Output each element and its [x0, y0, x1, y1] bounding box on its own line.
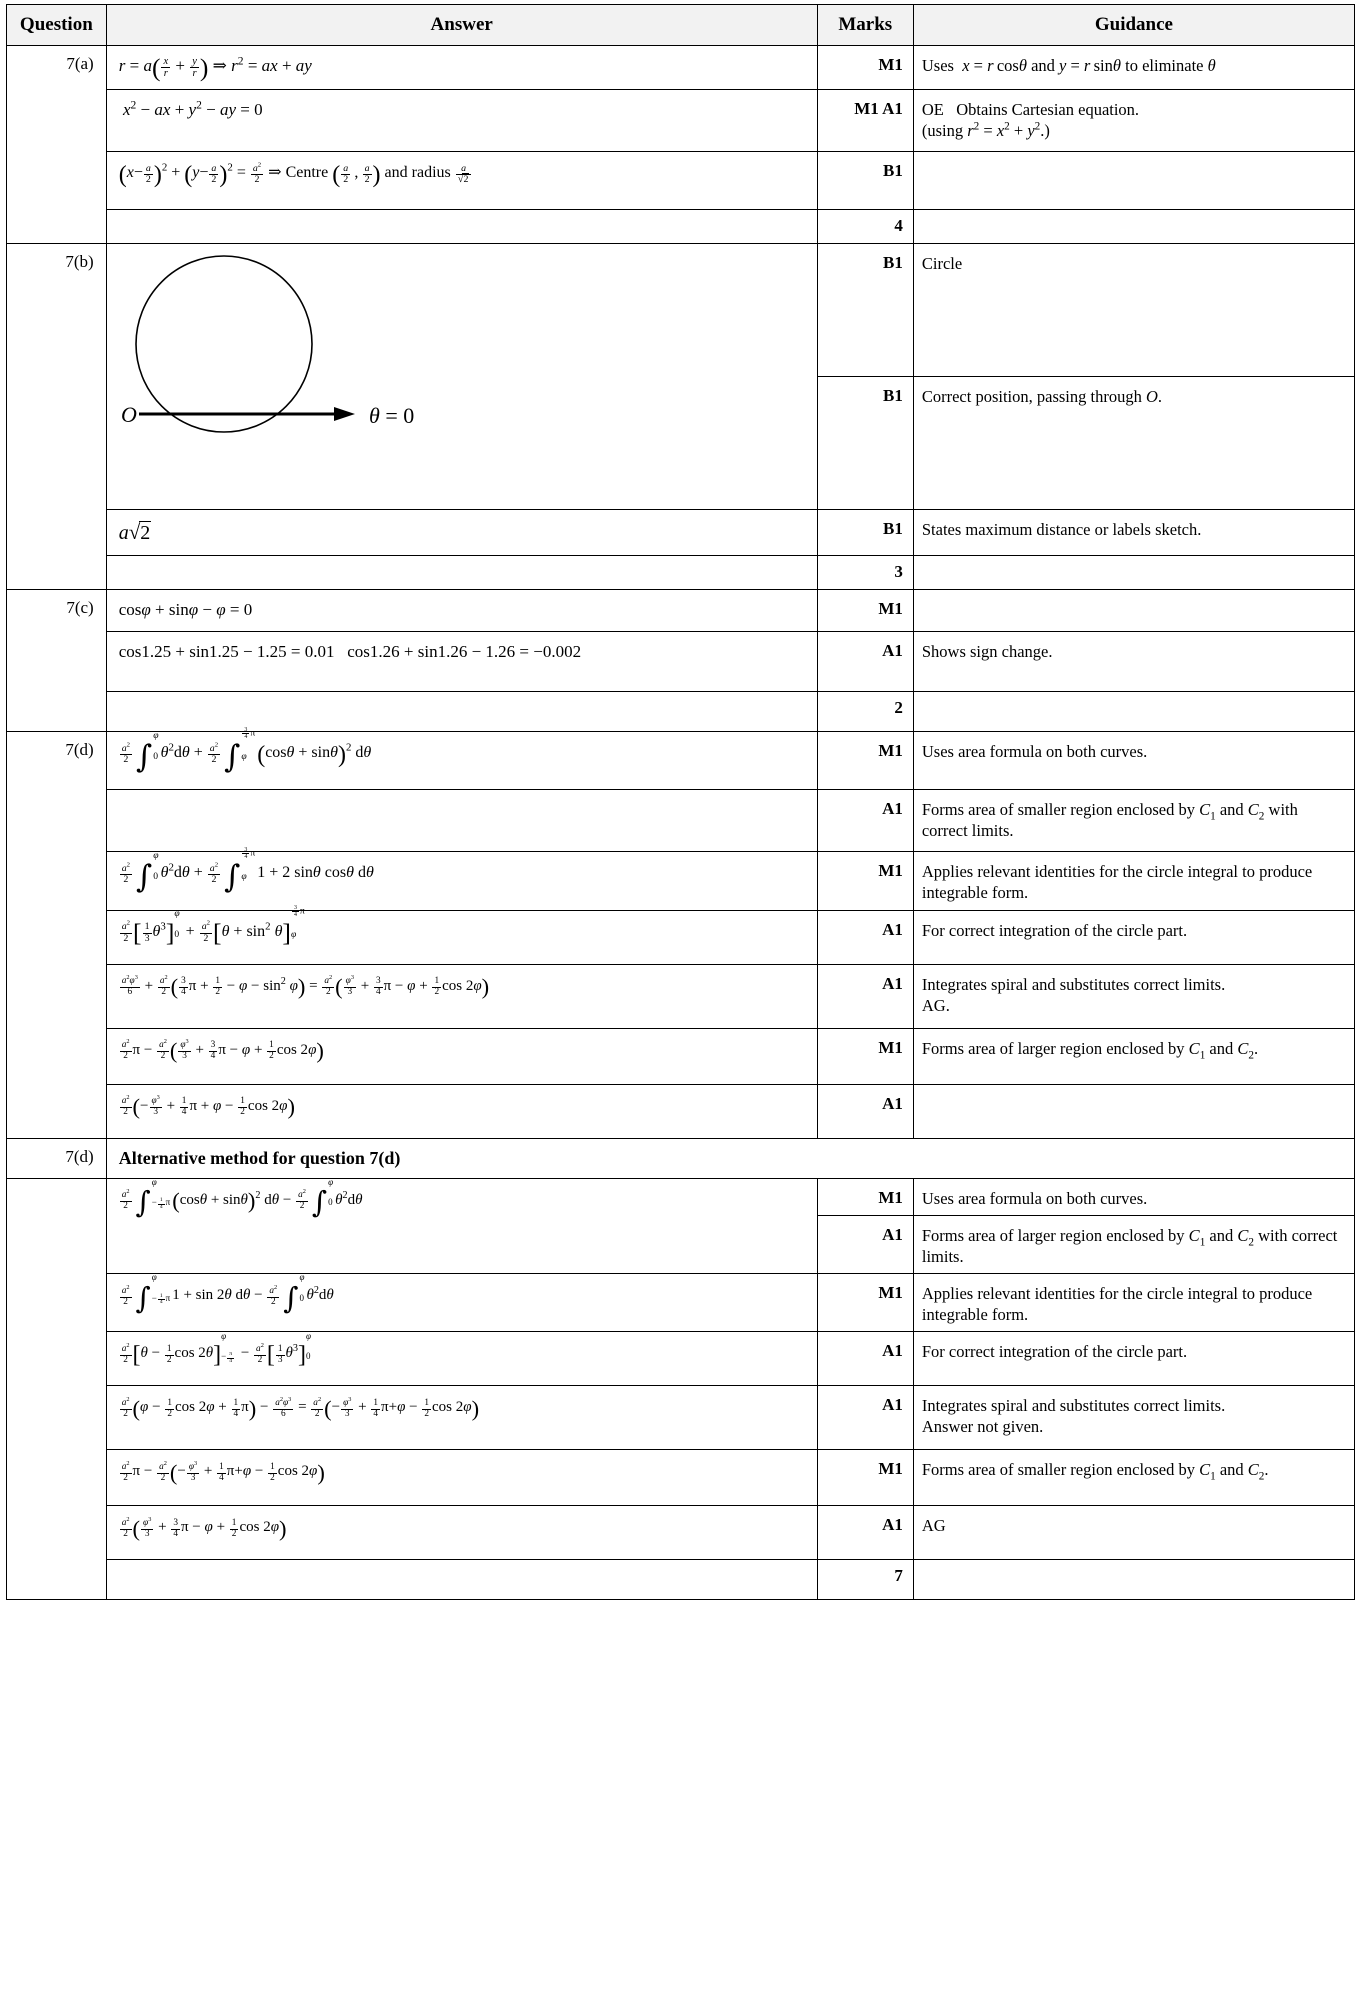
marks-cell: A1: [817, 1386, 913, 1450]
guidance-cell: [913, 210, 1354, 244]
guidance-cell: Integrates spiral and substitutes correct limits. Answer not given.: [913, 1386, 1354, 1450]
math-expression: $\frac{a^2}{2}$ ∫ φ − $\frac{1}{4}$ π $(\cos\theta + \sin\theta)^2$ dθ − $\frac{a^2}{2}$ ∫ φ 0 $\theta^2d\theta$: [121, 1177, 363, 1220]
answer-cell-d6: [106, 1028, 817, 1084]
guidance-cell: Uses area formula on both curves.: [913, 732, 1354, 790]
guidance-cell: Integrates spiral and substitutes correct limits. AG.: [913, 964, 1354, 1028]
table-row: [7, 1560, 1355, 1600]
question-label-blank: [7, 556, 107, 590]
math-expression: $\frac{a^2}{2}$ π − $\frac{a^2}{2}$ ( $\frac{\varphi^3}{3}$ + $\frac{3}{4}$ π − φ + $\frac{1}{2}$ cos 2φ): [121, 1038, 324, 1064]
guidance-cell: [913, 590, 1354, 632]
table-row: [7, 210, 1355, 244]
table-header: [7, 5, 1355, 46]
answer-cell-e7: [106, 1506, 817, 1560]
question-label-7d-alt: 7(d): [7, 1138, 107, 1178]
math-expression: $\frac{a^2}{2}$ ( $\frac{\varphi^3}{3}$ + $\frac{3}{4}$ π − φ + $\frac{1}{2}$ cos 2φ): [121, 1515, 287, 1541]
marks-cell: B1: [817, 377, 913, 510]
table-row: [7, 1450, 1355, 1506]
marks-total-7a: 4: [817, 210, 913, 244]
answer-cell-diagram: [106, 244, 817, 510]
mark-scheme-table: [6, 4, 1355, 1600]
marks-cell: A1: [817, 790, 913, 852]
guidance-cell: Uses area formula on both curves.: [913, 1178, 1354, 1215]
polar-circle-diagram: [119, 254, 699, 499]
table-row: [7, 910, 1355, 964]
marks-cell: M1: [817, 1028, 913, 1084]
table-row: [7, 590, 1355, 632]
answer-cell-d5: [106, 964, 817, 1028]
answer-cell-d1: [106, 726, 817, 790]
answer-cell-a3: [106, 152, 817, 210]
math-expression: $x^2$ − ax + $y^2$ − ay = 0: [122, 98, 263, 120]
question-label-7a: 7(a): [7, 46, 107, 244]
marks-cell: B1: [817, 510, 913, 556]
marks-cell: A1: [817, 1506, 913, 1560]
column-header-question: Question: [7, 5, 107, 46]
guidance-cell: [913, 692, 1354, 732]
guidance-cell: Circle: [913, 244, 1354, 377]
math-expression: $\frac{a^2}{2}$ [θ − $\frac{1}{2}$ cos 2θ] φ − $\frac{\pi}{4}$ − $\frac{a^2}{2}$ [ $\frac{1}{3}$ $\theta^3$] φ 0: [121, 1330, 311, 1369]
guidance-cell: Uses x = r cosθ and y = r sinθ to eliminate θ: [913, 46, 1354, 90]
table-row: [7, 1084, 1355, 1138]
marks-total-7c: 2: [817, 692, 913, 732]
marks-cell: M1: [817, 732, 913, 790]
answer-cell-empty: [106, 692, 817, 732]
table-row: [7, 692, 1355, 732]
marks-cell: M1: [817, 46, 913, 90]
guidance-cell: Shows sign change.: [913, 632, 1354, 692]
table-row: [7, 556, 1355, 590]
answer-cell-empty: [106, 1560, 817, 1600]
marks-cell: A1: [817, 1332, 913, 1386]
question-label-7c: 7(c): [7, 590, 107, 732]
marks-cell: B1: [817, 244, 913, 377]
table-row: [7, 732, 1355, 790]
column-header-marks: Marks: [817, 5, 913, 46]
question-label-7d: 7(d): [7, 732, 107, 1138]
alt-method-heading: Alternative method for question 7(d): [106, 1138, 1354, 1178]
math-expression: cosφ + sinφ − φ = 0: [118, 600, 253, 620]
table-row: [7, 1273, 1355, 1331]
guidance-cell: States maximum distance or labels sketch.: [913, 510, 1354, 556]
guidance-cell: AG: [913, 1506, 1354, 1560]
marks-cell: A1: [817, 910, 913, 964]
math-expression: $\frac{a^2}{2}$ π − $\frac{a^2}{2}$ (− $\frac{\varphi^3}{3}$ + $\frac{1}{4}$ π+φ − $\frac{1}{2}$ cos 2φ): [121, 1459, 325, 1485]
table-row: [7, 90, 1355, 152]
math-expression: cos1.25 + sin1.25 − 1.25 = 0.01 cos1.26 + sin1.26 − 1.26 = −0.002: [118, 642, 582, 662]
math-expression: $\frac{a^2\varphi^3}{6}$ + $\frac{a^2}{2}$ ( $\frac{3}{4}$ π + $\frac{1}{2}$ − $\varphi - \sin^2 \varphi$) = $\frac{a^2}{2}$ ( $\frac{\varphi^3}{3}$ + $\frac{3}{4}$ π − φ + $\frac{1}{2}$ cos 2φ): [121, 974, 490, 1000]
table-row: [7, 510, 1355, 556]
table-row-alt-header: [7, 1138, 1355, 1178]
table-row: [7, 1386, 1355, 1450]
table-row: [7, 964, 1355, 1028]
math-expression: $\frac{a^2}{2}$ [ $\frac{1}{3}$ $\theta^3$] φ 0 + $\frac{a^2}{2}$ $[\theta + \sin^2 \theta]$ $\frac{3}{4}$ π φ: [121, 904, 305, 948]
math-expression: $\frac{a^2}{2}$ ∫ φ 0 $\theta^2d\theta$ + $\frac{a^2}{2}$ ∫ $\frac{3}{4}$ π φ $(\cos\theta + \sin\theta)^2$ dθ: [121, 726, 372, 775]
marks-total-7d-alt: 7: [817, 1560, 913, 1600]
marks-cell: A1: [817, 632, 913, 692]
guidance-cell: OE Obtains Cartesian equation. (using $r^2 = x^2 + y^2$.): [913, 90, 1354, 152]
answer-cell-d3: [106, 846, 817, 910]
answer-cell-a2: [106, 90, 817, 152]
math-expression: $\frac{a^2}{2}$ ∫ φ − $\frac{1}{4}$ π 1 + sin 2θ dθ − $\frac{a^2}{2}$ ∫ φ 0 $\theta^2d\theta$: [121, 1272, 334, 1315]
answer-cell-empty: [106, 210, 817, 244]
marks-cell: M1: [817, 1273, 913, 1331]
marks-total-7b: 3: [817, 556, 913, 590]
marks-cell: M1 A1: [817, 90, 913, 152]
marks-cell: A1: [817, 1215, 913, 1273]
answer-cell-a1: [106, 46, 817, 90]
guidance-cell: For correct integration of the circle part.: [913, 1332, 1354, 1386]
table-row: [7, 152, 1355, 210]
math-expression: a√2: [118, 520, 151, 545]
answer-cell-c1: [106, 590, 817, 632]
marks-cell: M1: [817, 590, 913, 632]
math-expression: (x− $\frac{a}{2}$ )$^2$ + (y− $\frac{a}{2}$ )$^2$ = $\frac{a^2}{2}$ ⇒ Centre ( $\frac{a}{2}$ , $\frac{a}{2}$ ) and radius $\frac{a}{√2}$: [119, 164, 473, 181]
diagram-svg: [119, 254, 699, 499]
guidance-cell: [913, 556, 1354, 590]
answer-cell-empty: [106, 790, 817, 852]
answer-cell-e5: [106, 1386, 817, 1450]
table-row: [7, 1028, 1355, 1084]
table-row: [7, 790, 1355, 852]
header-row: [7, 5, 1355, 46]
table-row: [7, 46, 1355, 90]
answer-cell-d4: [106, 904, 817, 964]
table-body: [7, 46, 1355, 1600]
math-expression: $\frac{a^2}{2}$ (− $\frac{\varphi^3}{3}$ + $\frac{1}{4}$ π + φ − $\frac{1}{2}$ cos 2φ): [121, 1094, 295, 1120]
answer-cell-c2: [106, 632, 817, 692]
marks-cell: M1: [817, 1178, 913, 1215]
guidance-cell: [913, 1084, 1354, 1138]
column-header-answer: Answer: [106, 5, 817, 46]
answer-cell-b3: [106, 510, 817, 556]
marks-cell: M1: [817, 1450, 913, 1506]
guidance-cell: Applies relevant identities for the circle integral to produce integrable form.: [913, 852, 1354, 910]
answer-cell-e1: [106, 1178, 817, 1273]
math-expression: $\frac{a^2}{2}$ ∫ φ 0 $\theta^2d\theta$ + $\frac{a^2}{2}$ ∫ $\frac{3}{4}$ π φ 1 + 2 sinθ cosθ dθ: [121, 846, 374, 895]
marks-cell: A1: [817, 964, 913, 1028]
guidance-cell: [913, 152, 1354, 210]
answer-cell-e6: [106, 1450, 817, 1506]
answer-cell-e3: [106, 1273, 817, 1331]
guidance-cell: Forms area of larger region enclosed by $C_1$ and $C_2$ with correct limits.: [913, 1215, 1354, 1273]
axis-arrowhead: [334, 407, 355, 421]
answer-cell-e4: [106, 1332, 817, 1386]
theta-axis-label: θ = 0: [368, 403, 414, 429]
table-row: [7, 852, 1355, 910]
guidance-cell: Forms area of smaller region enclosed by $C_1$ and $C_2$.: [913, 1450, 1354, 1506]
guidance-cell: [913, 1560, 1354, 1600]
guidance-cell: Applies relevant identities for the circle integral to produce integrable form.: [913, 1273, 1354, 1331]
answer-cell-empty: [106, 556, 817, 590]
marks-cell: A1: [817, 1084, 913, 1138]
math-expression: r = a( $\frac{x}{r}$ + $\frac{y}{r}$ ) ⇒ $r^2$ = ax + ay: [118, 53, 312, 83]
question-label-7b: 7(b): [7, 244, 107, 556]
guidance-cell: For correct integration of the circle part.: [913, 910, 1354, 964]
table-row: [7, 1178, 1355, 1215]
column-header-guidance: Guidance: [913, 5, 1354, 46]
table-row: [7, 1506, 1355, 1560]
table-row: [7, 632, 1355, 692]
table-row: [7, 244, 1355, 377]
origin-label: O: [120, 402, 137, 428]
math-expression: $\frac{a^2}{2}$ (φ − $\frac{1}{2}$ cos 2φ + $\frac{1}{4}$ π) − $\frac{a^2\varphi^3}{6}$ = $\frac{a^2}{2}$ (− $\frac{\varphi^3}{3}$ + $\frac{1}{4}$ π+φ − $\frac{1}{2}$ cos 2φ): [121, 1395, 480, 1421]
circle-curve: [136, 256, 312, 432]
guidance-cell: Correct position, passing through O.: [913, 377, 1354, 510]
question-label-blank: [7, 1178, 107, 1600]
table-row: [7, 1332, 1355, 1386]
marks-cell: B1: [817, 152, 913, 210]
marks-cell: M1: [817, 852, 913, 910]
guidance-cell: Forms area of smaller region enclosed by $C_1$ and $C_2$ with correct limits.: [913, 790, 1354, 852]
guidance-cell: Forms area of larger region enclosed by $C_1$ and $C_2$.: [913, 1028, 1354, 1084]
answer-cell-d7: [106, 1084, 817, 1138]
